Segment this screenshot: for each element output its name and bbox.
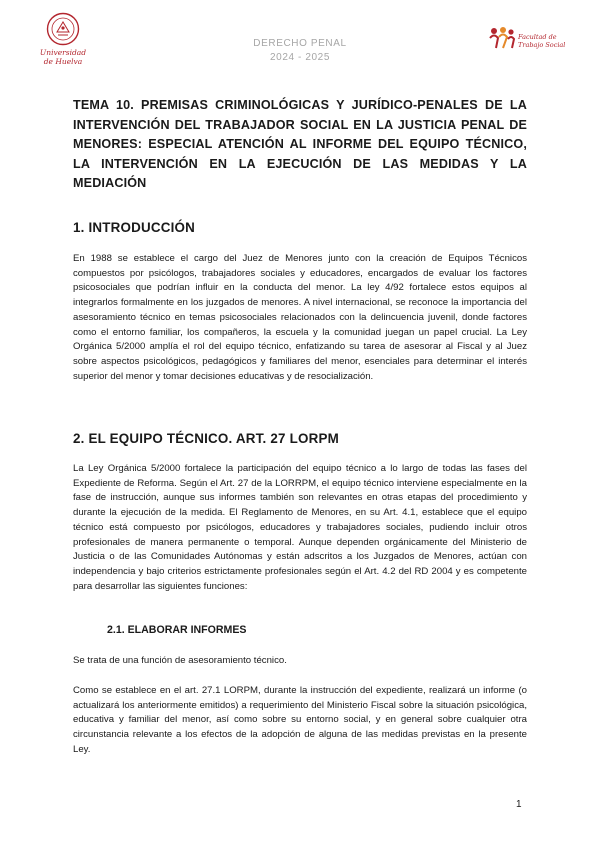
faculty-logo-line1: Facultad de <box>518 33 557 41</box>
faculty-logo-line2: Trabajo Social <box>518 41 566 49</box>
faculty-logo <box>488 26 578 52</box>
section-2-1-paragraph-1: Se trata de una función de asesoramiento técnico. <box>73 655 287 666</box>
course-name: DERECHO PENAL <box>253 38 347 49</box>
section-1-paragraph: En 1988 se establece el cargo del Juez de Menores junto con la creación de Equipos Técnicos compuestos por psicólogos, trabajadores sociales y educadores, encargados de evaluar los factores psicosociales que podrían influir en la conducta del menor. La ley 4/92 fortalece estos equipos al integrarlos formalmente en los juzgados de menores. A nivel internacional, se reconoce la importancia del asesoramiento técnico en temas psicosociales relacionados con la delincuencia juvenil, donde factores como el entorno familiar, los compañeros, la escuela y la comunidad juegan un papel crucial. La Ley Orgánica 5/2000 amplía el rol del equipo técnico, enfatizando su tarea de asesorar al Fiscal y al Juez sobre aspectos psicológicos, pedagógicos y familiares del menor, esenciales para determinar el interés superior del menor y tomar decisiones educativas y de resocialización. <box>73 253 527 382</box>
page-header <box>0 0 600 80</box>
faculty-figures-icon <box>488 26 516 50</box>
university-logo-line1: Universidad <box>39 48 87 57</box>
section-2-1-paragraph-2: Como se establece en el art. 27.1 LORPM, durante la instrucción del expediente, realizará un informe (o actualizará los anteriormente emitidos) a requerimiento del Ministerio Fiscal sobre la situación psicológica, educativa y familiar del menor, así como sobre su entorno social, y en general sobre cualquier otra circunstancia relevante a los efectos de la adopción de alguna de las medidas previstas en la presente Ley. <box>73 685 527 755</box>
section-2-paragraph: La Ley Orgánica 5/2000 fortalece la participación del equipo técnico a lo largo de todas las fases del Expediente de Reforma. Según el Art. 27 de la LORRPM, el equipo técnico interviene especialmente en la fase de instrucción, aunque sus informes también son relevantes en otras etapas del procedimiento y durante la ejecución de la medida. El Reglamento de Menores, en su Art. 4.1, establece que el equipo técnico está compuesto por psicólogos, educadores y trabajadores sociales, pudiendo incluir otros profesionales de manera permanente o temporal. Aunque dependen orgánicamente del Ministerio de Justicia o de las Comunidades Autónomas y están adscritos a los Juzgados de Menores, actúan con independencia y bajo criterios estrictamente profesionales según el Art. 4.2 del RD 2004 y es competente para desarrollar las siguientes funciones: <box>73 463 527 592</box>
document-body <box>73 96 527 755</box>
document-title: TEMA 10. PREMISAS CRIMINOLÓGICAS Y JURÍDICO-PENALES DE LA INTERVENCIÓN DEL TRABAJADOR SOCIAL EN LA JUSTICIA PENAL DE MENORES: ESPECIAL ATENCIÓN AL INFORME DEL EQUIPO TÉCNICO, LA INTERVENCIÓN EN LA EJECUCIÓN DE LAS MEDIDAS Y LA MEDIACIÓN <box>73 98 527 191</box>
section-1-heading: 1. INTRODUCCIÓN <box>73 220 196 235</box>
university-seal-icon <box>46 12 80 46</box>
section-2-1-heading: 2.1. ELABORAR INFORMES <box>107 624 247 636</box>
header-course-info <box>200 37 400 65</box>
academic-year: 2024 - 2025 <box>270 52 330 63</box>
page-number: 1 <box>516 799 522 810</box>
section-2-heading: 2. EL EQUIPO TÉCNICO. ART. 27 LORPM <box>73 431 339 446</box>
university-logo <box>38 12 88 72</box>
university-logo-line2: de Huelva <box>43 57 83 66</box>
